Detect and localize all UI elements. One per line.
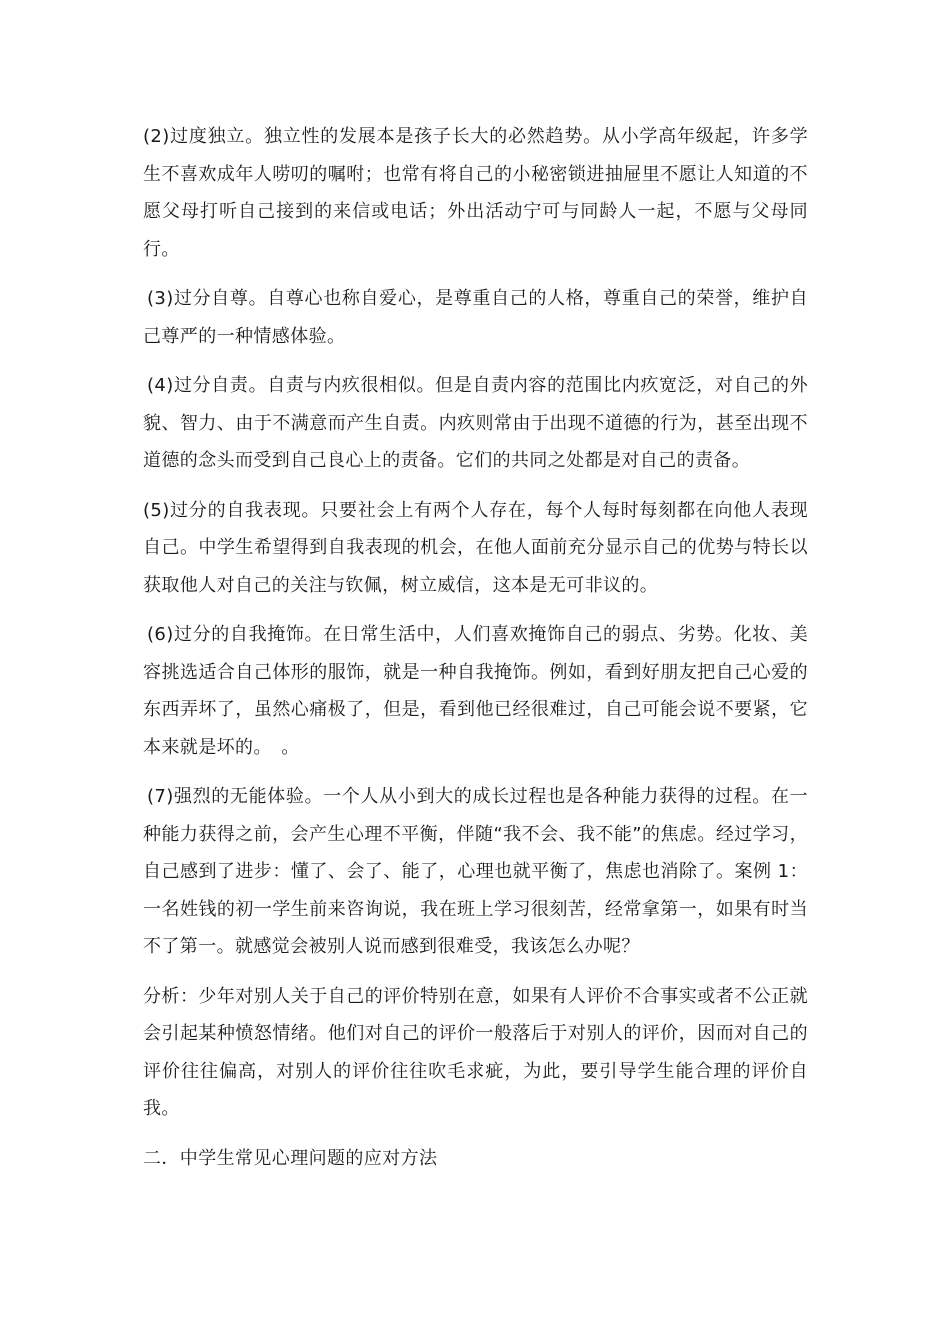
paragraph-analysis: 分析：少年对别人关于自己的评价特别在意，如果有人评价不合事实或者不公正就会引起某种愤怒情绪。他们对自己的评价一般落后于对别人的评价，因而对自己的评价往往偏高，对别人的评价往往吹毛求疵，为此，要引导学生能合理的评价自我。: [143, 985, 808, 1119]
section-heading: 二．中学生常见心理问题的应对方法: [143, 1147, 438, 1169]
document-body: [143, 118, 808, 1177]
paragraph-over-self-concealment: (6)过分的自我掩饰。在日常生活中，人们喜欢掩饰自己的弱点、劣势。化妆、美容挑选适合自己体形的服饰，就是一种自我掩饰。例如，看到好朋友把自己心爱的东西弄坏了，虽然心痛极了，但是，看到他已经很难过，自己可能会说不要紧，它本来就是坏的。 。: [143, 624, 808, 758]
paragraph-over-self-esteem: (3)过分自尊。自尊心也称自爱心，是尊重自己的人格，尊重自己的荣誉，维护自己尊严的一种情感体验。: [143, 288, 808, 347]
paragraph-over-self-expression: (5)过分的自我表现。只要社会上有两个人存在，每个人每时每刻都在向他人表现自己。中学生希望得到自我表现的机会，在他人面前充分显示自己的优势与特长以获取他人对自己的关注与钦佩，树立威信，这本是无可非议的。: [143, 499, 808, 596]
paragraph-incompetence-experience: (7)强烈的无能体验。一个人从小到大的成长过程也是各种能力获得的过程。在一种能力获得之前，会产生心理不平衡，伴随“我不会、我不能”的焦虑。经过学习，自己感到了进步：懂了、会了、能了，心理也就平衡了，焦虑也消除了。案例 1：一名姓钱的初一学生前来咨询说，我在班上学习很刻苦，经常拿第一，如果有时当不了第一。就感觉会被别人说而感到很难受，我该怎么办呢？: [143, 786, 808, 957]
paragraph-over-independence: (2)过度独立。独立性的发展本是孩子长大的必然趋势。从小学高年级起，许多学生不喜欢成年人唠叨的嘱咐；也常有将自己的小秘密锁进抽屉里不愿让人知道的不愿父母打听自己接到的来信或电话；外出活动宁可与同龄人一起，不愿与父母同行。: [143, 126, 808, 260]
paragraph-over-self-blame: (4)过分自责。自责与内疚很相似。但是自责内容的范围比内疚宽泛，对自己的外貌、智力、由于不满意而产生自责。内疚则常由于出现不道德的行为，甚至出现不道德的念头而受到自己良心上的责备。它们的共同之处都是对自己的责备。: [143, 375, 808, 471]
